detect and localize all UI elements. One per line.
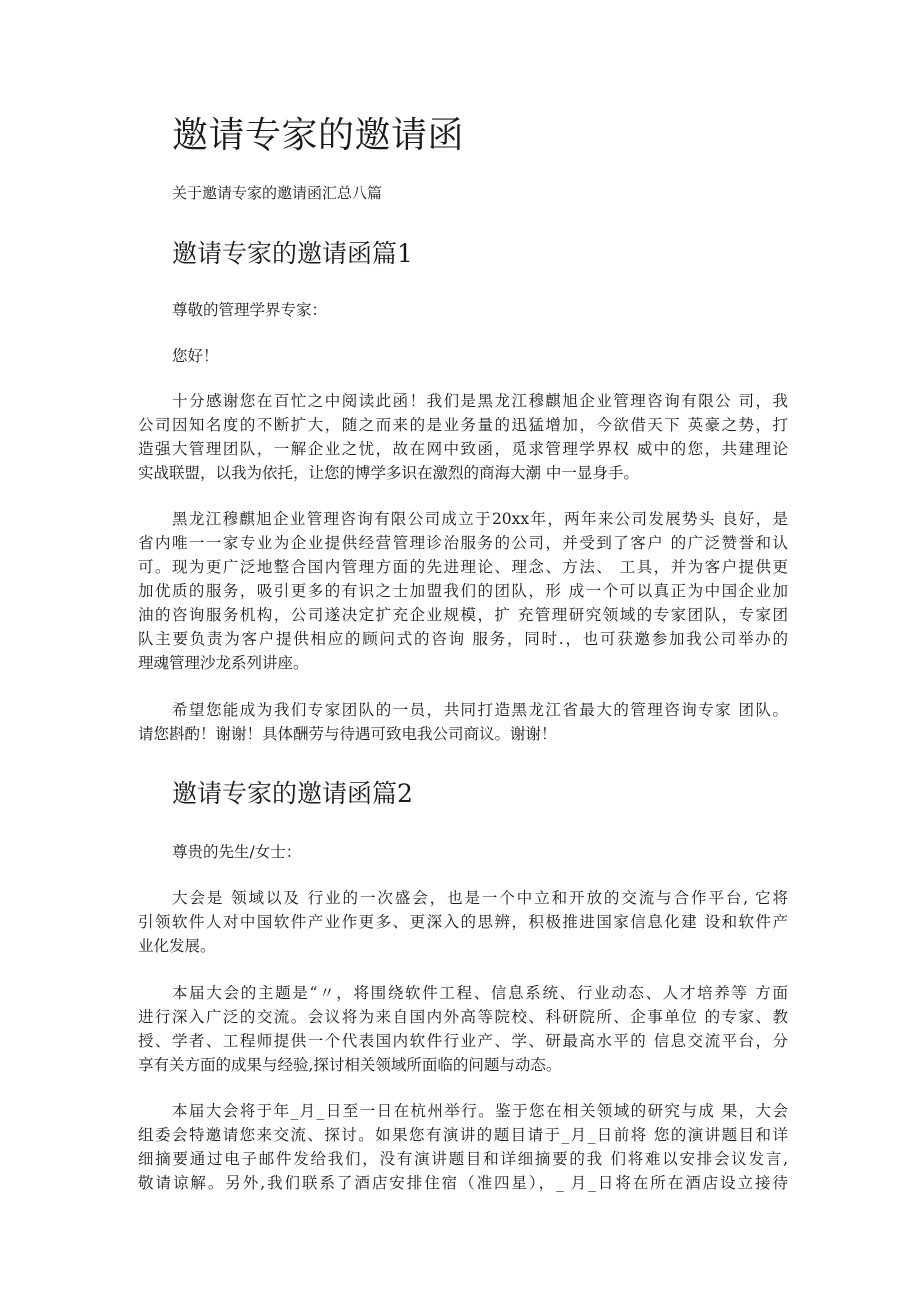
paragraph-line: 进行深入广泛的交流。会议将为来自国内外高等院校、科研院所、企事单位 的专家、教 xyxy=(138,1008,788,1026)
document-title: 邀请专家的邀请函 xyxy=(172,115,465,156)
paragraph-line: 十分感谢您在百忙之中阅读此函！我们是黑龙江穆麒旭企业管理咨询有限公 司，我 xyxy=(172,392,788,410)
paragraph-line: 享有关方面的成果与经验,探讨相关领域所面临的问题与动态。 xyxy=(138,1056,562,1074)
paragraph-line: 造强大管理团队，一解企业之忧，故在网中致函，觅求管理学界权 威中的您，共建理论 xyxy=(138,440,788,458)
paragraph-line: 黑龙江穆麒旭企业管理咨询有限公司成立于20xx年，两年来公司发展势头 良好，是 xyxy=(172,510,788,528)
paragraph-line: 油的咨询服务机构，公司遂决定扩充企业规模，扩 充管理研究领域的专家团队，专家团 xyxy=(138,606,788,624)
paragraph-line: 队主要负责为客户提供相应的顾问式的咨询 服务，同时.，也可获邀参加我公司举办的 xyxy=(138,630,788,648)
paragraph-line: 加优质的服务，吸引更多的有识之士加盟我们的团队，形 成一个可以真正为中国企业加 xyxy=(138,582,788,600)
paragraph-line: 希望您能成为我们专家团队的一员，共同打造黑龙江省最大的管理咨询专家 团队。 xyxy=(172,701,788,719)
paragraph-line: 本届大会的主题是“〃，将围绕软件工程、信息系统、行业动态、人才培养等 方面 xyxy=(172,984,788,1002)
salutation: 尊敬的管理学界专家： xyxy=(172,301,328,319)
paragraph-line: 业化发展。 xyxy=(138,937,216,955)
salutation: 尊贵的先生/女士： xyxy=(172,843,302,861)
paragraph-line: 引领软件人对中国软件产业作更多、更深入的思辨，积极推进国家信息化建 设和软件产 xyxy=(138,913,788,931)
greeting: 您好！ xyxy=(172,347,219,365)
document-subtitle: 关于邀请专家的邀请函汇总八篇 xyxy=(172,184,383,202)
paragraph-line: 可。现为更广泛地整合国内管理方面的先进理论、理念、方法、 工具，并为客户提供更 xyxy=(138,558,788,576)
paragraph-line: 公司因知名度的不断扩大，随之而来的是业务量的迅猛增加，今欲借天下 英豪之势，打 xyxy=(138,416,788,434)
paragraph-line: 请您斟酌！谢谢！具体酬劳与待遇可致电我公司商议。谢谢！ xyxy=(138,725,557,743)
paragraph-line: 授、学者、工程师提供一个代表国内软件行业产、学、研最高水平的 信息交流平台，分 xyxy=(138,1032,788,1050)
paragraph-line: 省内唯一一家专业为企业提供经营管理诊治服务的公司，并受到了客户 的广泛赞誉和认 xyxy=(138,534,788,552)
section-heading-1: 邀请专家的邀请函篇1 xyxy=(172,239,413,268)
section-heading-2: 邀请专家的邀请函篇2 xyxy=(172,779,413,808)
paragraph-line: 大会是 领域以及 行业的一次盛会，也是一个中立和开放的交流与合作平台, 它将 xyxy=(172,889,788,907)
paragraph-line: 理魂管理沙龙系列讲座。 xyxy=(138,654,309,672)
paragraph-line: 组委会特邀请您来交流、探讨。如果您有演讲的题目请于_月_日前将 您的演讲题目和详 xyxy=(138,1126,788,1144)
paragraph-line: 实战联盟，以我为依托，让您的博学多识在激烈的商海大潮 中一显身手。 xyxy=(138,464,639,482)
paragraph-line: 细摘要通过电子邮件发给我们，没有演讲题目和详细摘要的我 们将难以安排会议发言, xyxy=(138,1150,788,1168)
paragraph-line: 本届大会将于年_月_日至一日在杭州举行。鉴于您在相关领域的研究与成 果，大会 xyxy=(172,1102,788,1120)
paragraph-line: 敬请谅解。另外,我们联系了酒店安排住宿（准四星），_ 月_日将在所在酒店设立接待 xyxy=(138,1174,788,1192)
